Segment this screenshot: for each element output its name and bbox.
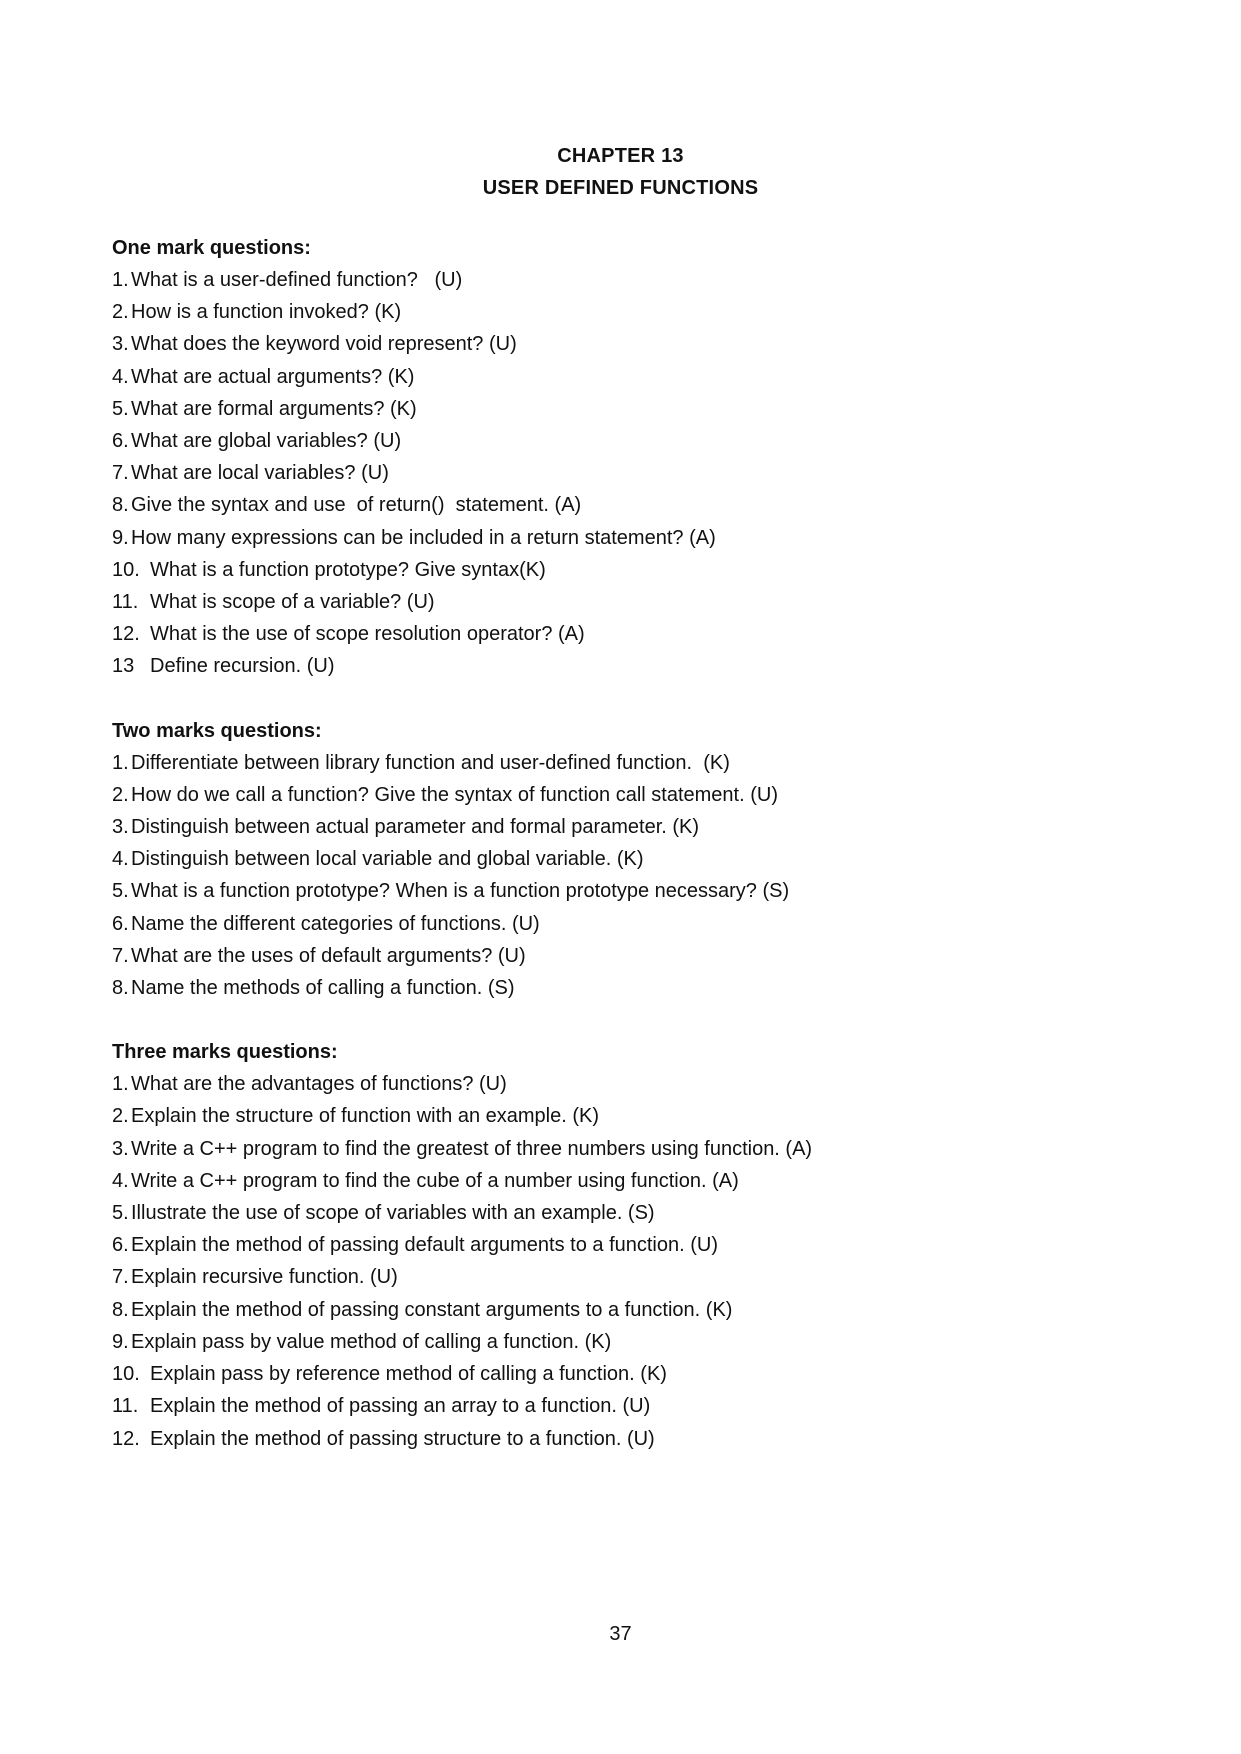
- question-item: [112, 425, 1132, 457]
- question-number: 1.: [112, 751, 129, 774]
- question-item: [112, 457, 1132, 489]
- section-title: One mark questions:: [112, 237, 311, 259]
- question-number: 3.: [112, 333, 129, 356]
- question-item: [112, 1294, 1132, 1326]
- question-number: 8.: [112, 1298, 129, 1321]
- question-number: 8.: [112, 494, 129, 517]
- question-text: Explain the structure of function with an example. (K): [131, 1105, 600, 1128]
- question-text: Distinguish between local variable and global variable. (K): [131, 848, 644, 871]
- question-list: [112, 264, 1132, 683]
- question-text: What does the keyword void represent? (U): [131, 333, 517, 356]
- question-number: 5.: [112, 1202, 129, 1225]
- question-text: Name the methods of calling a function. (S): [131, 977, 515, 1000]
- question-number: 11.: [112, 591, 139, 614]
- question-number: 4.: [112, 1169, 129, 1192]
- page-number: 37: [609, 1623, 632, 1645]
- question-item: [112, 618, 1132, 650]
- question-text: What are global variables? (U): [131, 430, 402, 453]
- section-title: Three marks questions:: [112, 1041, 338, 1064]
- question-item: [112, 264, 1132, 296]
- question-text: Write a C++ program to find the cube of a number using function. (A): [131, 1169, 739, 1192]
- question-text: What is a function prototype? When is a function prototype necessary? (S): [131, 880, 790, 903]
- question-text: What are formal arguments? (K): [131, 397, 417, 420]
- question-item: [112, 908, 1132, 940]
- question-number: 5.: [112, 880, 129, 903]
- question-text: What are local variables? (U): [131, 462, 389, 485]
- question-item: [112, 1229, 1132, 1261]
- section-title: Two marks questions:: [112, 719, 322, 742]
- question-text: What is the use of scope resolution operator? (A): [150, 623, 585, 646]
- question-item: [112, 779, 1132, 811]
- question-item: [112, 586, 1132, 618]
- question-number: 11.: [112, 1395, 139, 1418]
- chapter-number: CHAPTER 13: [557, 145, 684, 167]
- question-text: Explain the method of passing structure to a function. (U): [150, 1427, 655, 1450]
- question-text: What are the advantages of functions? (U): [131, 1073, 507, 1096]
- question-item: [112, 940, 1132, 972]
- question-number: 9.: [112, 526, 129, 549]
- question-text: Differentiate between library function and user-defined function. (K): [131, 751, 730, 774]
- question-number: 13: [112, 655, 135, 678]
- question-item: [112, 811, 1132, 843]
- question-number: 6.: [112, 430, 129, 453]
- question-text: What is a function prototype? Give syntax(K): [150, 558, 546, 581]
- question-text: Explain the method of passing an array to a function. (U): [150, 1395, 651, 1418]
- question-item: [112, 328, 1132, 360]
- question-item: [112, 1358, 1132, 1390]
- question-text: Explain the method of passing constant arguments to a function. (K): [131, 1298, 733, 1321]
- question-number: 6.: [112, 1234, 129, 1257]
- question-item: [112, 393, 1132, 425]
- question-text: How do we call a function? Give the syntax of function call statement. (U): [131, 783, 778, 806]
- question-item: [112, 747, 1132, 779]
- question-item: [112, 1068, 1132, 1100]
- question-number: 12.: [112, 1427, 140, 1450]
- question-number: 1.: [112, 269, 129, 291]
- question-number: 8.: [112, 977, 129, 1000]
- question-number: 7.: [112, 944, 129, 967]
- question-number: 2.: [112, 301, 129, 324]
- question-text: Explain the method of passing default arguments to a function. (U): [131, 1234, 719, 1257]
- question-number: 2.: [112, 783, 129, 806]
- question-text: How is a function invoked? (K): [131, 301, 402, 324]
- question-item: [112, 489, 1132, 521]
- question-item: [112, 1165, 1132, 1197]
- question-number: 6.: [112, 912, 129, 935]
- question-item: [112, 1326, 1132, 1358]
- question-number: 9.: [112, 1330, 129, 1353]
- question-text: What are actual arguments? (K): [131, 365, 415, 388]
- question-number: 4.: [112, 365, 129, 388]
- question-number: 7.: [112, 462, 129, 485]
- question-text: Explain pass by value method of calling a function. (K): [131, 1330, 612, 1353]
- question-item: [112, 1261, 1132, 1293]
- question-item: [112, 1423, 1132, 1455]
- question-number: 5.: [112, 397, 129, 420]
- question-item: [112, 875, 1132, 907]
- question-text: How many expressions can be included in a return statement? (A): [131, 526, 716, 549]
- question-text: Explain pass by reference method of calling a function. (K): [150, 1363, 667, 1386]
- question-item: [112, 843, 1132, 875]
- question-number: 4.: [112, 848, 129, 871]
- question-item: [112, 1390, 1132, 1422]
- question-text: Write a C++ program to find the greatest of three numbers using function. (A): [131, 1137, 813, 1160]
- question-item: [112, 650, 1132, 682]
- question-number: 10.: [112, 558, 140, 581]
- question-number: 7.: [112, 1266, 129, 1289]
- question-number: 2.: [112, 1105, 129, 1128]
- question-number: 3.: [112, 1137, 129, 1160]
- section-two-marks: [112, 715, 1132, 1005]
- question-number: 3.: [112, 816, 129, 839]
- question-item: [112, 1100, 1132, 1132]
- question-text: Explain recursive function. (U): [131, 1266, 398, 1289]
- question-text: What is scope of a variable? (U): [150, 591, 435, 614]
- question-item: [112, 972, 1132, 1004]
- question-text: Define recursion. (U): [150, 655, 335, 678]
- question-item: [112, 1133, 1132, 1165]
- question-item: [112, 522, 1132, 554]
- question-text: What are the uses of default arguments? (U): [131, 944, 526, 967]
- question-number: 10.: [112, 1363, 140, 1386]
- question-text: What is a user-defined function? (U): [131, 269, 463, 291]
- question-text: Illustrate the use of scope of variables with an example. (S): [131, 1202, 655, 1225]
- section-one-mark: [112, 232, 1132, 683]
- question-item: [112, 296, 1132, 328]
- question-list: [112, 1068, 1132, 1454]
- section-three-marks: [112, 1036, 1132, 1454]
- question-item: [112, 554, 1132, 586]
- question-text: Distinguish between actual parameter and formal parameter. (K): [131, 816, 700, 839]
- question-item: [112, 1197, 1132, 1229]
- question-list: [112, 747, 1132, 1005]
- chapter-heading: [0, 140, 1241, 204]
- question-content: [112, 232, 1132, 1487]
- question-item: [112, 361, 1132, 393]
- chapter-title: USER DEFINED FUNCTIONS: [482, 177, 759, 199]
- question-text: Name the different categories of functions. (U): [131, 912, 540, 935]
- question-number: 1.: [112, 1073, 129, 1096]
- question-text: Give the syntax and use of return() statement. (A): [131, 494, 582, 517]
- question-number: 12.: [112, 623, 140, 646]
